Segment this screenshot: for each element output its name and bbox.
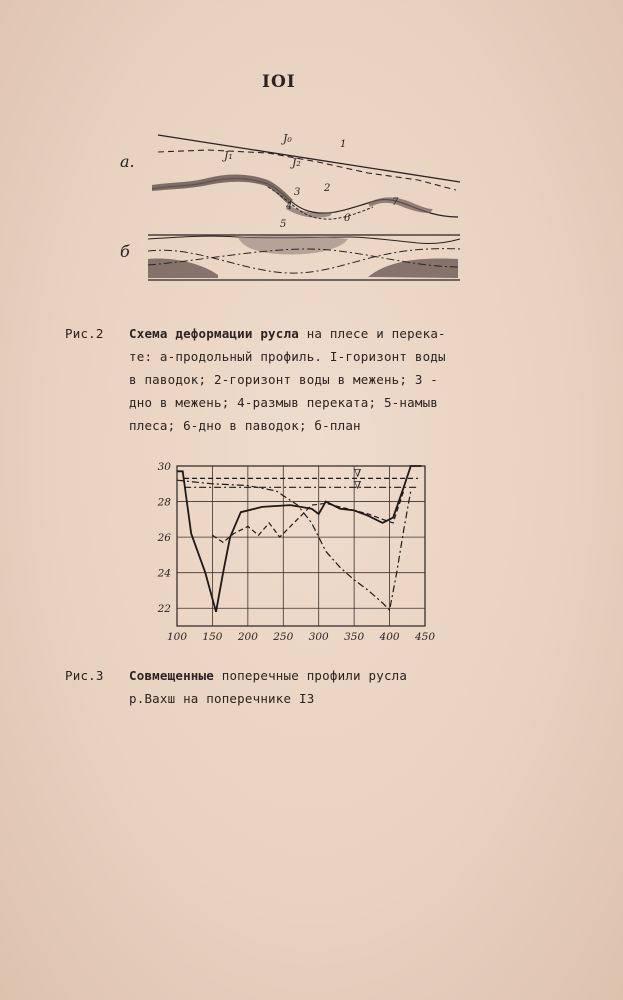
water-level-flood-line (158, 135, 460, 182)
plan-sandbar-3 (368, 259, 458, 278)
figure-2-caption-line: на плесе и перека- (306, 326, 446, 341)
label-2: 2 (324, 183, 331, 194)
figure-2-label: Рис.2 (65, 326, 104, 341)
figure-2-caption-line: в паводок; 2-горизонт воды в межень; 3 - (129, 372, 439, 387)
x-tick-label: 350 (344, 631, 365, 643)
figure-2-caption-line: плеса; 6-дно в паводок; б-план (129, 418, 361, 433)
x-tick-label: 150 (202, 631, 223, 643)
label-4: 4 (286, 201, 293, 212)
x-tick-label: 450 (414, 631, 436, 643)
y-tick-label: 22 (157, 603, 171, 616)
figure-3-caption-line: р.Вахш на поперечнике I3 (129, 691, 315, 706)
figure-3-title: Совмещенные (129, 668, 214, 683)
x-tick-label: 200 (237, 631, 258, 643)
riverbed-flood-area (368, 197, 433, 213)
figure-2-title: Схема деформации русла (129, 326, 299, 341)
x-tick-label: 300 (308, 631, 329, 643)
figure-3-caption-line: поперечные профили русла (221, 668, 408, 683)
figure-2-caption-line: те: а-продольный профиль. I-горизонт воды (129, 349, 446, 364)
label-6: 6 (344, 213, 351, 224)
figure-3-caption (65, 664, 535, 710)
label-j1: J₁ (224, 149, 233, 162)
label-3: 3 (294, 187, 301, 198)
figure-2-caption-line: дно в межень; 4-размыв переката; 5-намыв (129, 395, 439, 410)
figure-2-caption (65, 322, 535, 437)
series-line-1 (212, 491, 403, 543)
figure-3-chart (135, 458, 445, 648)
x-tick-label: 400 (379, 631, 400, 643)
label-j2: J₂ (292, 156, 301, 169)
y-tick-label: 24 (157, 567, 171, 580)
plan-sandbar-1 (238, 236, 348, 255)
water-level-marker: ∇ (354, 479, 362, 492)
y-tick-label: 30 (157, 461, 171, 473)
label-7: 7 (392, 197, 399, 208)
panel-label-a: а. (120, 152, 135, 171)
page-number: IOI (262, 72, 296, 92)
chart-series (177, 466, 422, 612)
label-j0: J₀ (283, 132, 292, 145)
figure-2-diagram (118, 125, 468, 295)
water-level-marker: ∇ (354, 467, 362, 480)
label-1: 1 (340, 139, 347, 150)
y-tick-label: 26 (157, 532, 171, 545)
label-5: 5 (280, 219, 287, 230)
panel-label-b: б (120, 242, 130, 261)
x-tick-label: 250 (273, 631, 294, 643)
y-tick-label: 28 (157, 496, 171, 509)
x-tick-label: 100 (166, 631, 188, 643)
erosion-area (152, 174, 293, 204)
figure-3-label: Рис.3 (65, 668, 104, 683)
